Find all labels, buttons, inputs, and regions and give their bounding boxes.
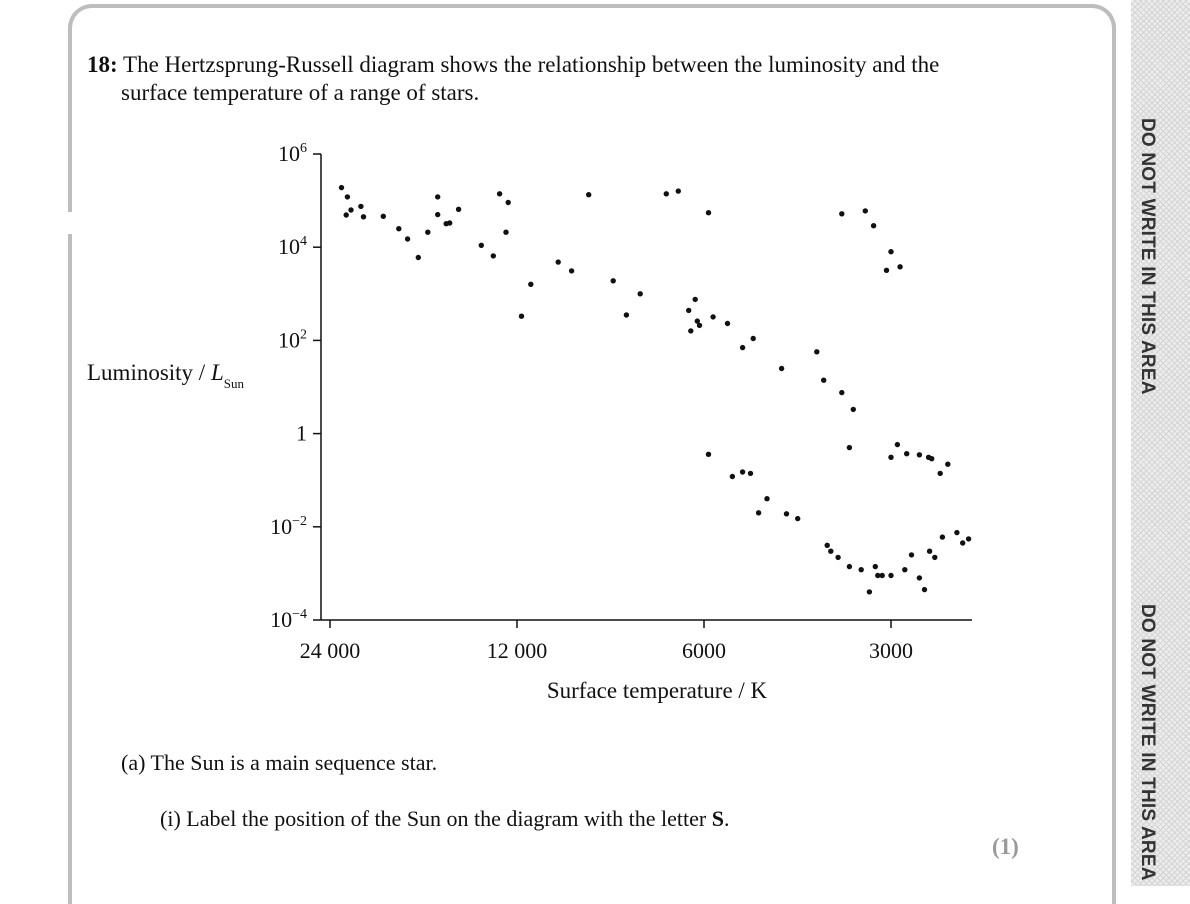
part-a-i-label: (i): [160, 806, 181, 831]
margin-notice-upper: DO NOT WRITE IN THIS AREA: [1137, 118, 1158, 395]
star-point: [847, 445, 852, 450]
question-text-2: surface temperature of a range of stars.: [121, 80, 480, 105]
star-point: [491, 253, 496, 258]
x-axis-label: Surface temperature / K: [546, 678, 768, 703]
star-point: [897, 264, 902, 269]
star-point: [396, 226, 401, 231]
star-point: [867, 589, 872, 594]
x-tick-label: 24 000: [299, 638, 361, 663]
y-tick-label: $10^4$: [278, 234, 307, 260]
star-point: [479, 243, 484, 248]
star-point: [686, 308, 691, 313]
star-point: [922, 587, 927, 592]
star-point: [710, 314, 715, 319]
star-point: [706, 452, 711, 457]
star-point: [405, 236, 410, 241]
star-point: [940, 534, 945, 539]
star-point: [425, 230, 430, 235]
star-point: [497, 191, 502, 196]
star-point: [586, 192, 591, 197]
star-point: [435, 212, 440, 217]
y-tick-label: $10^{-2}$: [270, 513, 307, 539]
star-point: [871, 223, 876, 228]
star-point: [825, 543, 830, 548]
star-point: [556, 259, 561, 264]
star-point: [779, 366, 784, 371]
star-point: [902, 567, 907, 572]
star-point: [938, 471, 943, 476]
axes: [270, 141, 972, 663]
star-point: [884, 268, 889, 273]
star-point: [730, 474, 735, 479]
star-point: [756, 510, 761, 515]
star-point: [519, 314, 524, 319]
part-a-i-letter: S: [711, 806, 724, 831]
star-point: [706, 210, 711, 215]
star-point: [909, 552, 914, 557]
part-a-text: The Sun is a main sequence star.: [150, 750, 438, 775]
margin-notice-lower: DO NOT WRITE IN THIS AREA: [1137, 604, 1158, 881]
star-point: [740, 345, 745, 350]
part-a-label: (a): [121, 750, 146, 775]
data-points: [339, 185, 972, 595]
x-tick-label: 3000: [869, 638, 913, 663]
star-point: [528, 282, 533, 287]
star-point: [847, 564, 852, 569]
star-point: [611, 278, 616, 283]
star-point: [880, 573, 885, 578]
star-point: [693, 297, 698, 302]
star-point: [839, 390, 844, 395]
star-point: [932, 555, 937, 560]
star-point: [503, 230, 508, 235]
star-point: [863, 208, 868, 213]
y-tick-label: 1: [296, 420, 307, 446]
star-point: [456, 207, 461, 212]
star-point: [888, 455, 893, 460]
star-point: [676, 188, 681, 193]
y-axis-label-symbol: L: [210, 360, 224, 385]
star-point: [444, 221, 449, 226]
star-point: [358, 204, 363, 209]
star-point: [638, 291, 643, 296]
star-point: [339, 185, 344, 190]
star-point: [917, 452, 922, 457]
star-point: [764, 496, 769, 501]
star-point: [748, 471, 753, 476]
star-point: [725, 321, 730, 326]
star-point: [888, 573, 893, 578]
star-point: [624, 312, 629, 317]
star-point: [381, 214, 386, 219]
star-point: [344, 212, 349, 217]
star-point: [954, 530, 959, 535]
star-point: [795, 516, 800, 521]
star-point: [927, 549, 932, 554]
star-point: [814, 349, 819, 354]
star-point: [664, 191, 669, 196]
y-tick-label: $10^{-4}$: [270, 607, 307, 632]
star-point: [416, 255, 421, 260]
star-point: [904, 451, 909, 456]
part-a-i: [160, 806, 729, 832]
star-point: [751, 336, 756, 341]
x-tick-label: 12 000: [486, 638, 548, 663]
y-tick-label: $10^6$: [278, 141, 307, 166]
star-point: [361, 214, 366, 219]
star-point: [851, 407, 856, 412]
marks-available: (1): [992, 834, 1019, 859]
part-a-i-text: Label the position of the Sun on the diagram with the letter: [186, 806, 712, 831]
star-point: [345, 194, 350, 199]
star-point: [966, 536, 971, 541]
star-point: [740, 469, 745, 474]
star-point: [895, 442, 900, 447]
star-point: [929, 456, 934, 461]
star-point: [688, 328, 693, 333]
question-number: 18:: [87, 52, 118, 77]
star-point: [873, 564, 878, 569]
star-point: [859, 567, 864, 572]
star-point: [435, 194, 440, 199]
x-tick-label: 6000: [682, 638, 726, 663]
star-point: [569, 268, 574, 273]
star-point: [839, 211, 844, 216]
star-point: [888, 249, 893, 254]
star-point: [697, 323, 702, 328]
star-point: [945, 462, 950, 467]
star-point: [960, 540, 965, 545]
star-point: [917, 575, 922, 580]
star-point: [348, 207, 353, 212]
y-tick-label: $10^2$: [278, 327, 307, 353]
y-axis-label-sub: Sun: [223, 376, 244, 391]
star-point: [506, 200, 511, 205]
star-point: [835, 555, 840, 560]
part-a-i-text-end: .: [723, 806, 730, 831]
star-point: [828, 549, 833, 554]
y-axis-label-main: Luminosity /: [87, 360, 211, 385]
part-a: [121, 750, 437, 776]
star-point: [784, 511, 789, 516]
star-point: [821, 378, 826, 383]
question-text-1: The Hertzsprung-Russell diagram shows the relationship between the luminosity and the: [123, 52, 940, 77]
